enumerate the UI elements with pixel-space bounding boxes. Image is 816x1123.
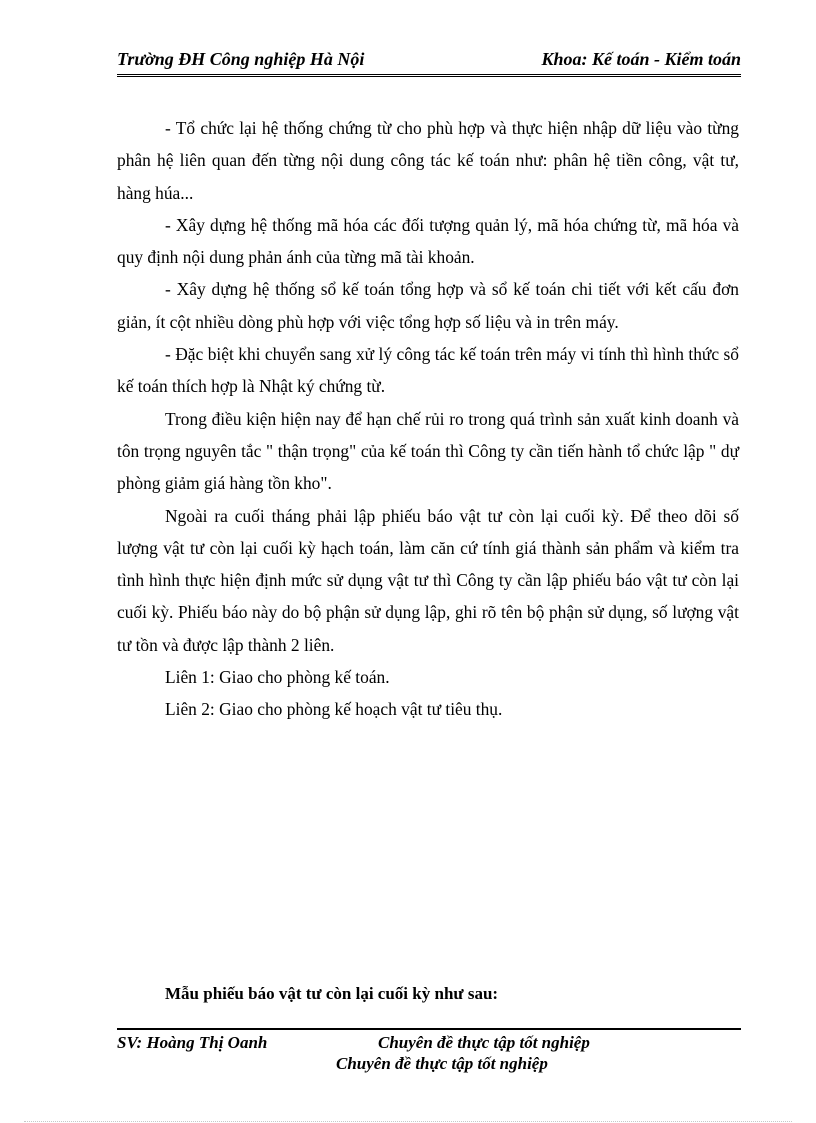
paragraph-du-phong: Trong điều kiện hiện nay để hạn chế rủi ro trong quá trình sản xuất kinh doanh và tôn trọng nguyên tắc " thận trọng" của kế toán thì Công ty cần tiến hành tổ chức lập " dự phòng giảm giá hàng tồn kho". [117, 408, 739, 494]
footer-student: SV: Hoàng Thị Oanh [117, 1033, 268, 1052]
paragraph-may-vi-tinh: - Đặc biệt khi chuyển sang xử lý công tác kế toán trên máy vi tính thì hình thức sổ kế toán thích hợp là Nhật ký chứng từ. [117, 344, 739, 397]
header-divider [117, 74, 741, 77]
header-school: Trường ĐH Công nghiệp Hà Nội [117, 49, 365, 69]
paragraph-phieu-bao: Ngoài ra cuối tháng phải lập phiếu báo vật tư còn lại cuối kỳ. Để theo dõi số lượng vật tư còn lại cuối kỳ hạch toán, làm căn cứ tính giá thành sản phẩm và kiểm tra tình hình thực hiện định mức sử dụng vật tư thì Công ty cần lập phiếu báo vật tư còn lại cuối kỳ. Phiếu báo này do bộ phận sử dụng lập, ghi rõ tên bộ phận sử dụng, số lượng vật tư tồn và được lập thành 2 liên. [117, 505, 739, 655]
form-caption: Mẫu phiếu báo vật tư còn lại cuối kỳ như sau: [165, 984, 499, 1003]
paragraph-chung-tu: - Tổ chức lại hệ thống chứng từ cho phù hợp và thực hiện nhập dữ liệu vào từng phân hệ liên quan đến từng nội dung công tác kế toán như: phân hệ tiền công, vật tư, hàng húa... [117, 118, 739, 203]
document-body [117, 112, 739, 726]
paragraph-so-ke-toan: - Xây dựng hệ thống sổ kế toán tổng hợp và sổ kế toán chi tiết với kết cấu đơn giản, ít cột nhiều dòng phù hợp với việc tổng hợp số liệu và in trên máy. [117, 279, 739, 332]
page-edge [24, 1121, 792, 1122]
paragraph-lien-2: Liên 2: Giao cho phòng kế hoạch vật tư tiêu thụ. [165, 699, 503, 720]
paragraph-ma-hoa: - Xây dựng hệ thống mã hóa các đối tượng quản lý, mã hóa chứng từ, mã hóa và quy định nội dung phản ánh của từng mã tài khoản. [117, 214, 739, 268]
paragraph-lien-1: Liên 1: Giao cho phòng kế toán. [165, 667, 390, 688]
header-faculty: Khoa: Kế toán - Kiểm toán [541, 49, 741, 69]
footer-title-repeat: Chuyên đề thực tập tốt nghiệp [336, 1054, 548, 1073]
page-header [117, 46, 741, 76]
footer-title: Chuyên đề thực tập tốt nghiệp [378, 1033, 590, 1052]
footer-divider [117, 1028, 741, 1030]
